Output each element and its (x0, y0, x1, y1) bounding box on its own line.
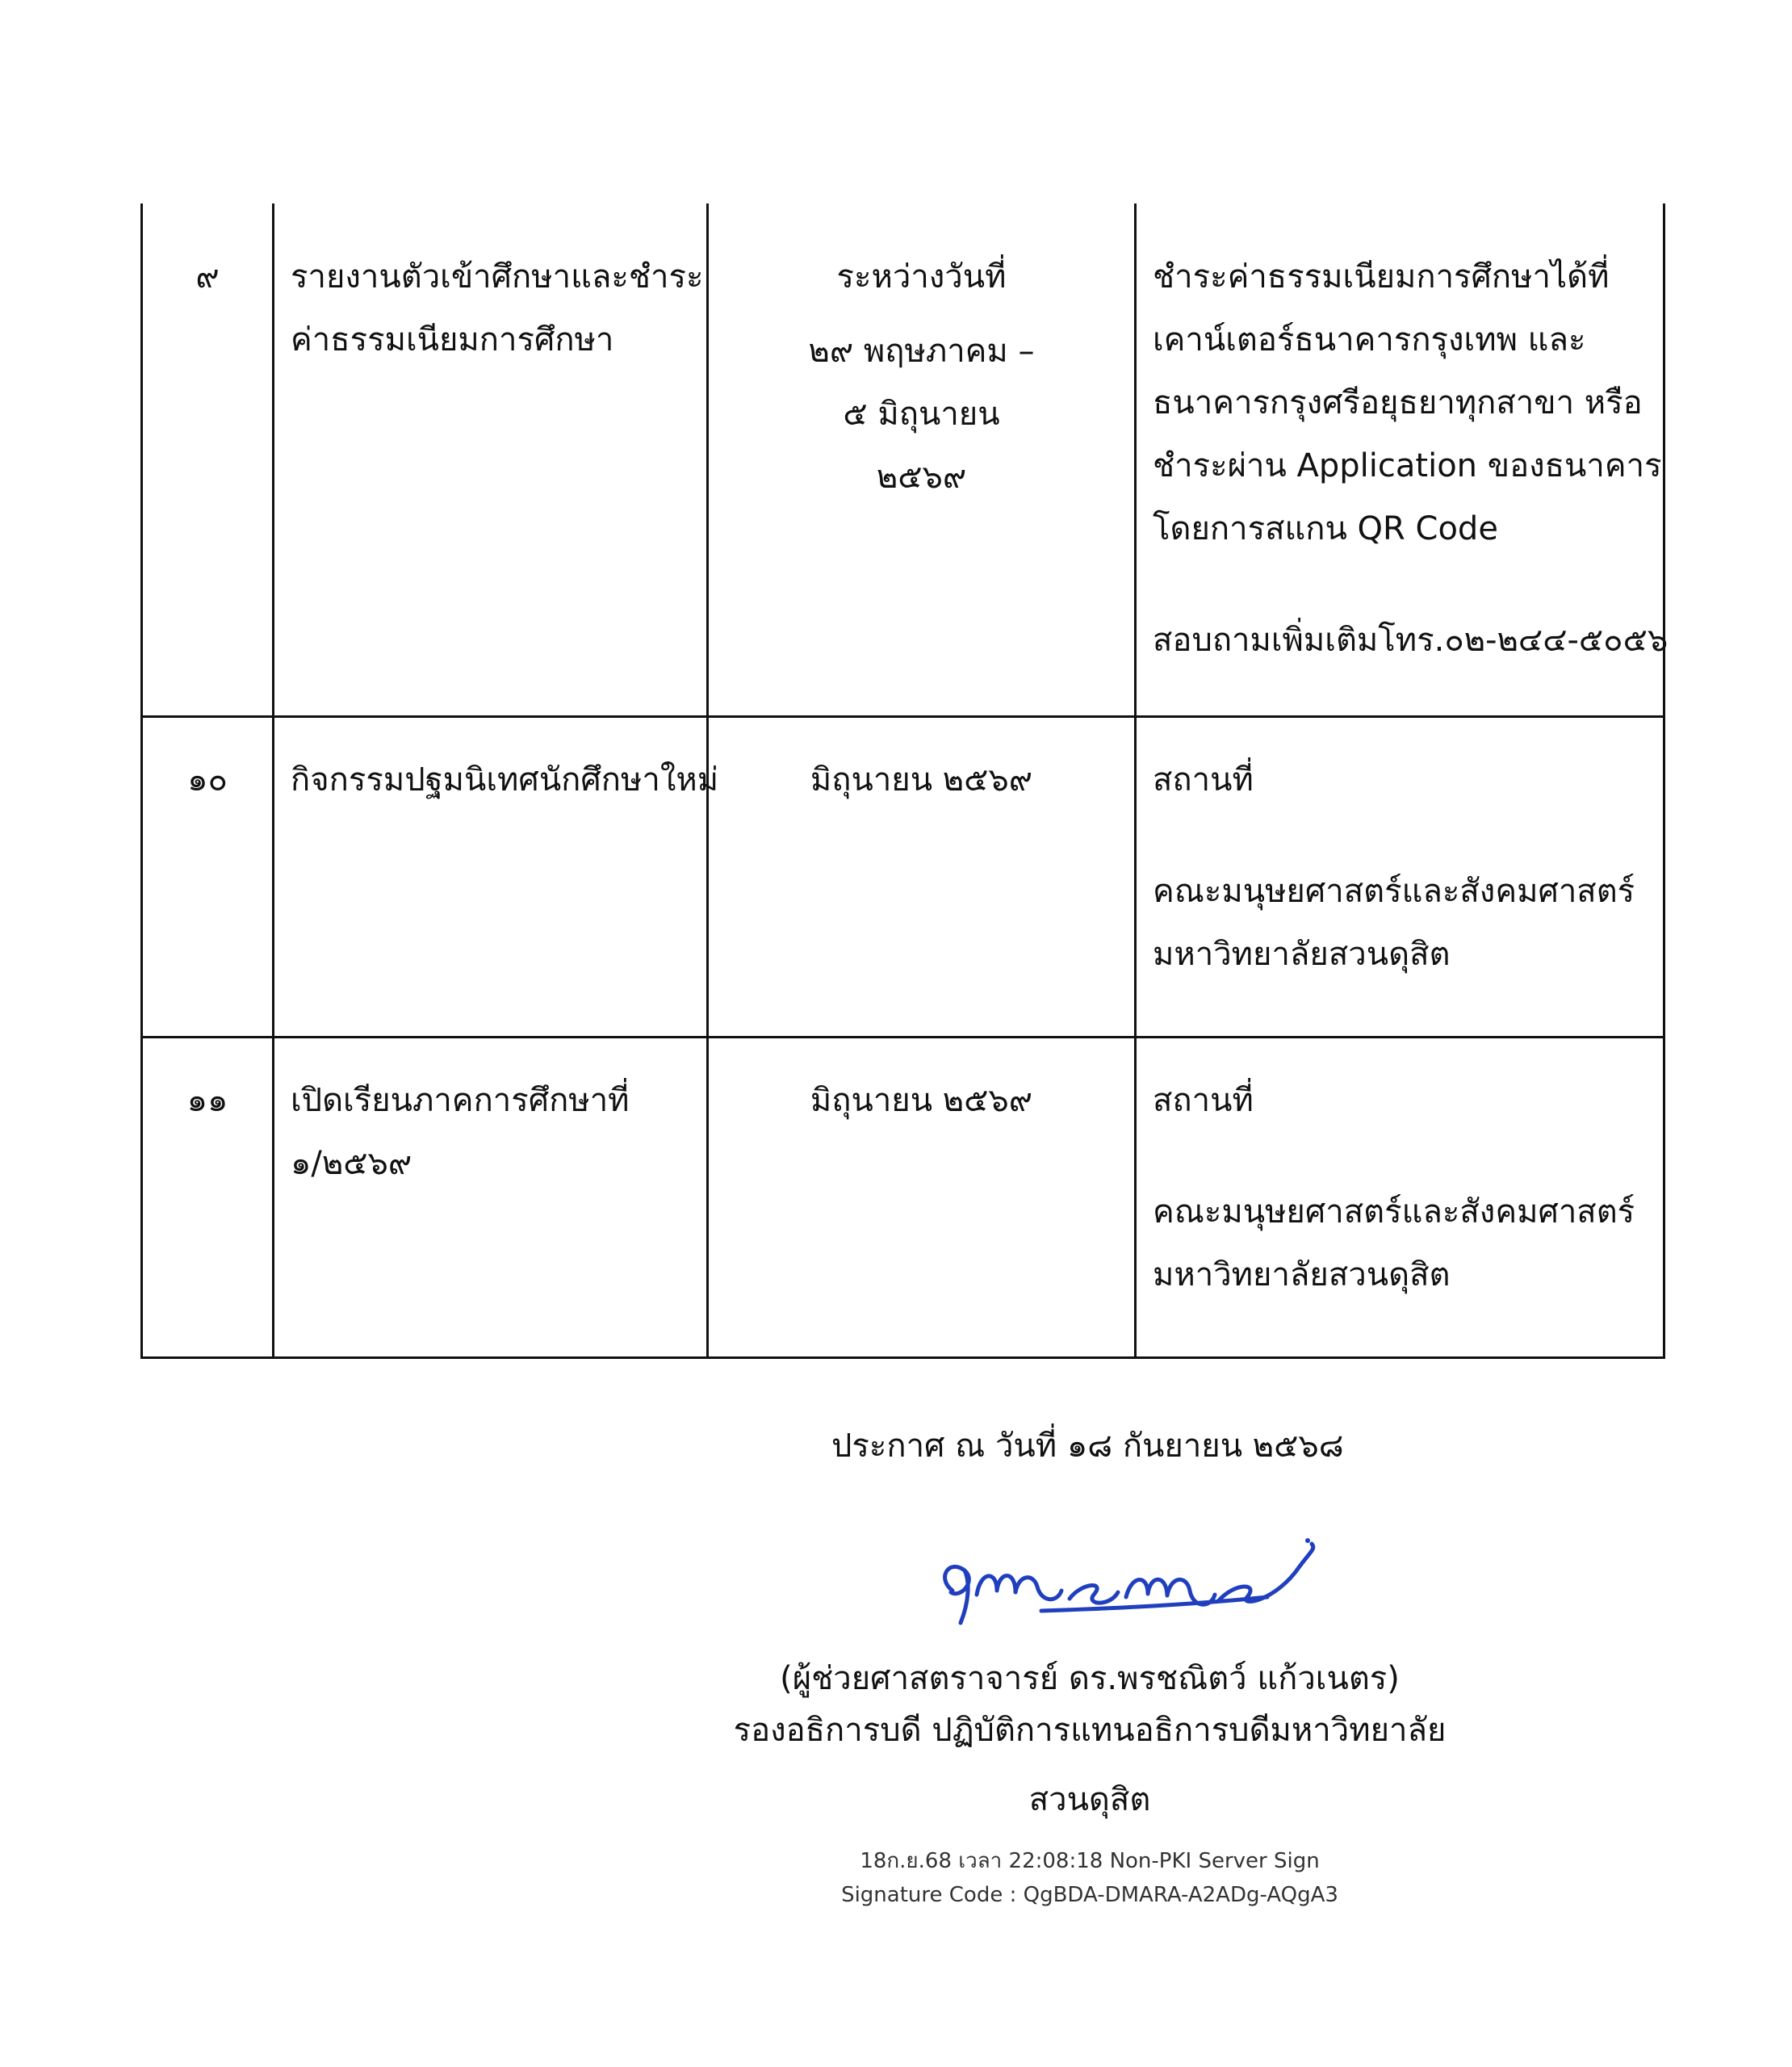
table-row (142, 1038, 1664, 1358)
signature-code: Signature Code : QgBDA-DMARA-A2ADg-AQgA3 (841, 1883, 1338, 1907)
sign-timestamp: 18ก.ย.68 เวลา 22:08:18 Non-PKI Server Sign (860, 1849, 1320, 1873)
handwritten-signature (920, 1534, 1324, 1655)
table-row (142, 717, 1664, 1038)
table-row (142, 203, 1664, 717)
activity-cell: รายงานตัวเข้าศึกษาและชำระ ค่าธรรมเนียมการศึกษา (274, 203, 708, 717)
signer-position: รองอธิการบดี ปฏิบัติการแทนอธิการบดีมหาวิทยาลัย (733, 1712, 1447, 1749)
contact-phone: สอบถามเพิ่มเติมโทร.๐๒-๒๔๔-๕๐๕๖ (1153, 622, 1668, 659)
row-number: ๑๐ (142, 717, 274, 1038)
activity-cell: กิจกรรมปฐมนิเทศนักศึกษาใหม่ (274, 717, 708, 1038)
detail-cell: สถานที่ คณะมนุษยศาสตร์และสังคมศาสตร์ มหาวิทยาลัยสวนดุสิต (1136, 1038, 1664, 1358)
row-number: ๙ (142, 203, 274, 717)
date-cell: ระหว่างวันที่ ๒๙ พฤษภาคม – ๕ มิถุนายน ๒๕๖๙ (708, 203, 1136, 717)
date-cell: มิถุนายน ๒๕๖๙ (708, 717, 1136, 1038)
signer-position-continued: สวนดุสิต (1028, 1781, 1151, 1818)
location-label: สถานที่ (1153, 761, 1254, 799)
schedule-table (140, 203, 1668, 1359)
row-number: ๑๑ (142, 1038, 274, 1358)
activity-cell: เปิดเรียนภาคการศึกษาที่ ๑/๒๕๖๙ (274, 1038, 708, 1358)
detail-cell: สถานที่ คณะมนุษยศาสตร์และสังคมศาสตร์ มหาวิทยาลัยสวนดุสิต (1136, 717, 1664, 1038)
date-cell: มิถุนายน ๒๕๖๙ (708, 1038, 1136, 1358)
signer-name: (ผู้ช่วยศาสตราจารย์ ดร.พรชณิตว์ แก้วเนตร) (780, 1660, 1400, 1697)
location-label: สถานที่ (1153, 1082, 1254, 1119)
announcement-date: ประกาศ ณ วันที่ ๑๘ กันยายน ๒๕๖๘ (831, 1428, 1344, 1465)
detail-cell: ชำระค่าธรรมเนียมการศึกษาได้ที่ เคาน์เตอร์ธนาคารกรุงเทพ และ ธนาคารกรุงศรีอยุธยาทุกสาขา หรือ ชำระผ่าน Application ของธนาคาร โดยการสแกน QR Code สอบถามเพิ่มเติมโทร.๐๒-๒๔๔-๕๐๕๖ (1136, 203, 1664, 717)
